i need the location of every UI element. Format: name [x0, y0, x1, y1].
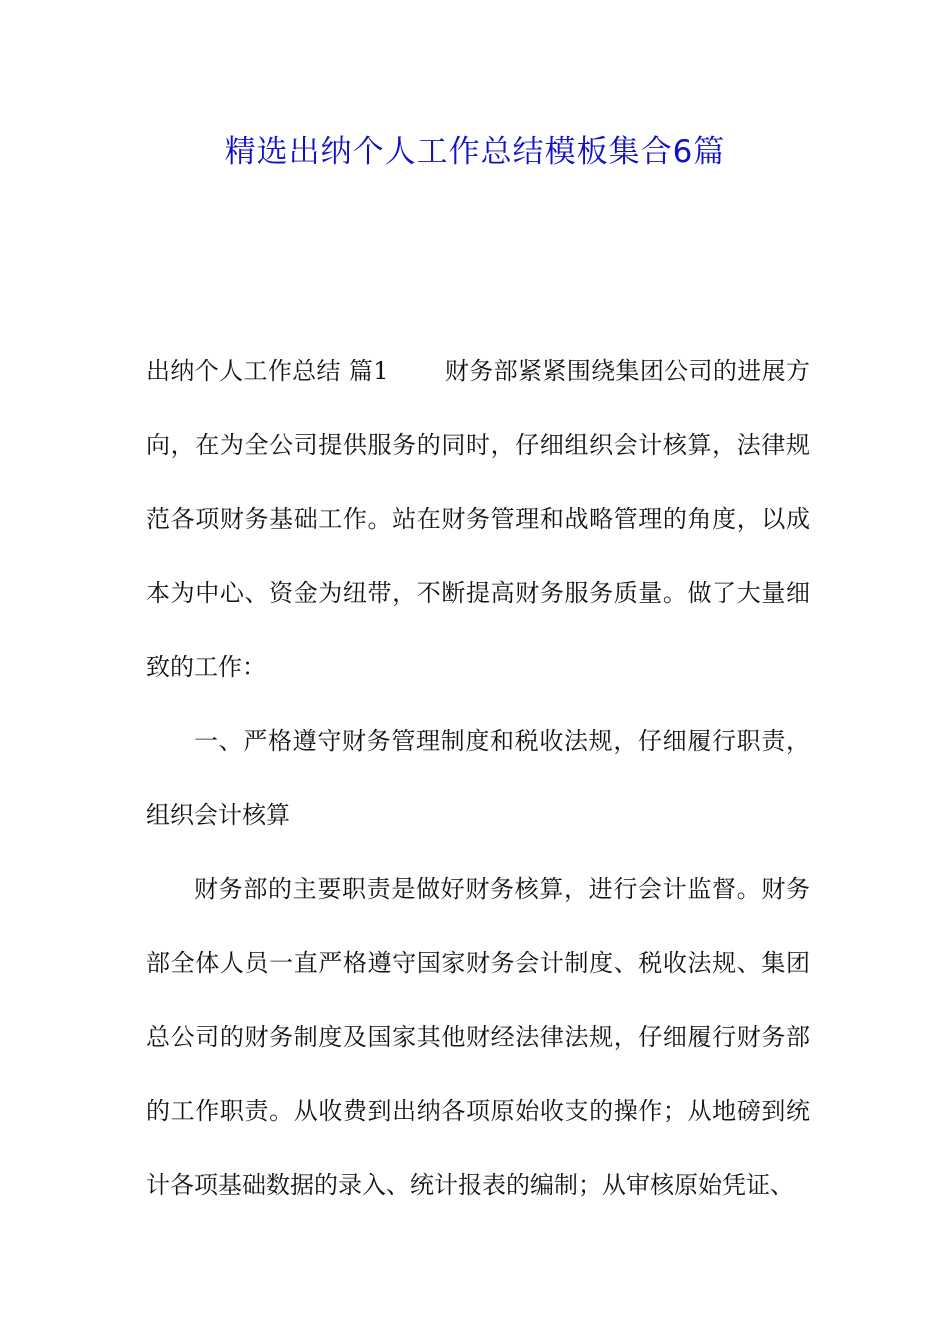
document-body — [146, 334, 810, 1222]
paragraph-body: 财务部的主要职责是做好财务核算，进行会计监督。财务部全体人员一直严格遵守国家财务会计制度、税收法规、集团总公司的财务制度及国家其他财经法律法规，仔细履行财务部的工作职责。从收费到出纳各项原始收支的操作；从地磅到统计各项基础数据的录入、统计报表的编制；从审核原始凭证、 — [146, 875, 810, 1199]
document-title: 精选出纳个人工作总结模板集合6篇 — [224, 134, 726, 170]
paragraph-subheading: 一、严格遵守财务管理制度和税收法规，仔细履行职责，组织会计核算 — [146, 727, 810, 829]
paragraph-text: 财务部紧紧围绕集团公司的进展方向，在为全公司提供服务的同时，仔细组织会计核算，法律规范各项财务基础工作。站在财务管理和战略管理的角度，以成本为中心、资金为纽带，不断提高财务服务质量。做了大量细致的工作： — [146, 357, 811, 681]
section-heading: 出纳个人工作总结 篇1 — [146, 357, 389, 385]
paragraph-intro — [146, 334, 810, 704]
